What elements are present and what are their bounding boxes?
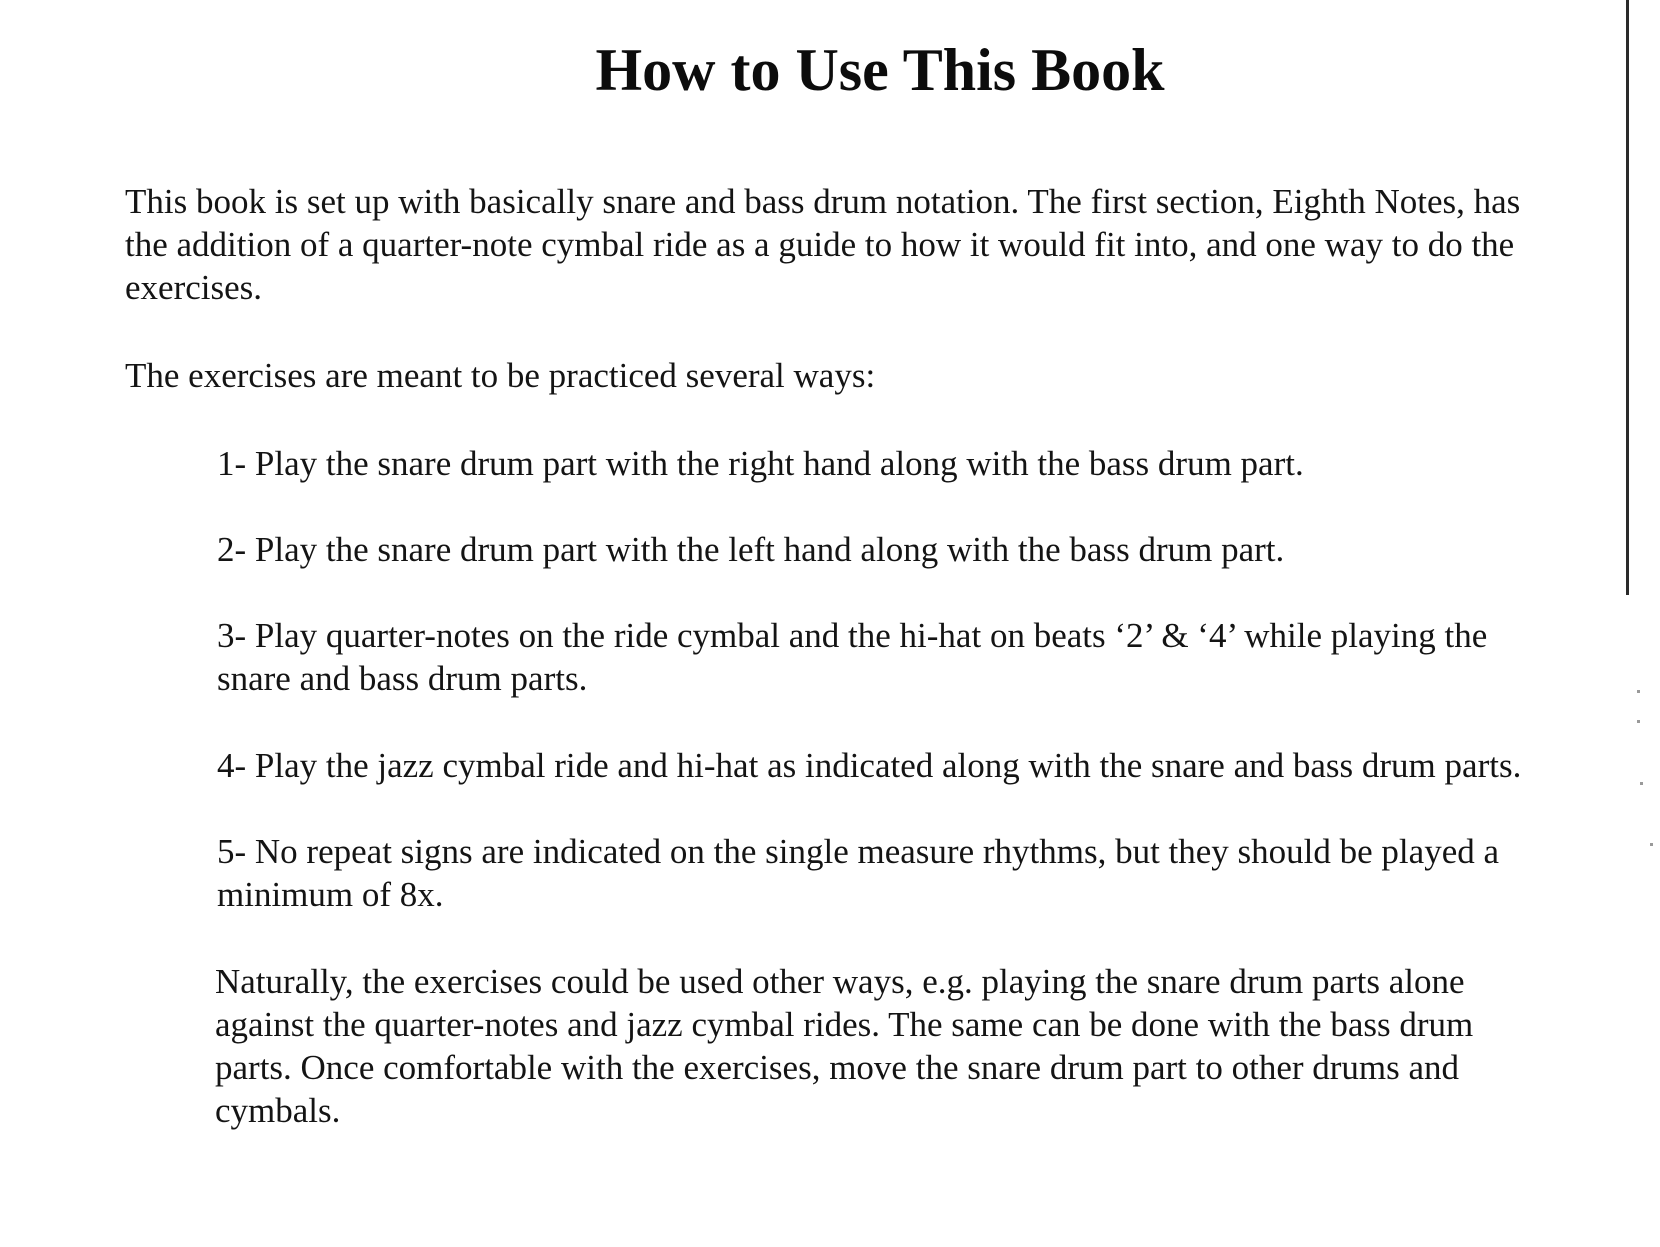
- list-item-line: 3- Play quarter-notes on the ride cymbal and the hi-hat on beats ‘2’ & ‘4’ while playing the: [217, 616, 1488, 655]
- list-item-line: 5- No repeat signs are indicated on the single measure rhythms, but they should be played a: [217, 832, 1500, 871]
- closing-line: cymbals.: [215, 1091, 341, 1130]
- intro-line: the addition of a quarter-note cymbal ride as a guide to how it would fit into, and one way to do the: [125, 225, 1515, 264]
- list-item-3: [217, 614, 1487, 700]
- closing-line: against the quarter-notes and jazz cymbal rides. The same can be done with the bass drum: [215, 1005, 1474, 1044]
- list-item-line: minimum of 8x.: [217, 875, 444, 914]
- scan-speck: [1650, 843, 1653, 846]
- scan-edge-line: [1626, 0, 1629, 595]
- intro-paragraph: [125, 180, 1520, 309]
- closing-paragraph: [215, 960, 1473, 1132]
- intro-line: This book is set up with basically snare and bass drum notation. The first section, Eighth Notes, has: [125, 182, 1521, 221]
- list-item-line: 2- Play the snare drum part with the left hand along with the bass drum part.: [217, 530, 1285, 569]
- closing-line: parts. Once comfortable with the exercises, move the snare drum part to other drums and: [215, 1048, 1460, 1087]
- list-item-5: [217, 830, 1499, 916]
- scan-speck: [1637, 690, 1640, 693]
- closing-line: Naturally, the exercises could be used other ways, e.g. playing the snare drum parts alone: [215, 962, 1465, 1001]
- list-item-line: snare and bass drum parts.: [217, 659, 588, 698]
- page-title: How to Use This Book: [595, 37, 1165, 103]
- scan-speck: [1637, 720, 1640, 723]
- intro-line: exercises.: [125, 268, 263, 307]
- practice-ways-intro: The exercises are meant to be practiced several ways:: [125, 356, 876, 395]
- list-item-2: [217, 528, 1284, 571]
- list-item-4: [217, 744, 1521, 787]
- scan-speck: [1640, 782, 1643, 785]
- list-item-line: 4- Play the jazz cymbal ride and hi-hat as indicated along with the snare and bass drum parts.: [217, 746, 1522, 785]
- list-item-line: 1- Play the snare drum part with the right hand along with the bass drum part.: [217, 444, 1304, 483]
- list-item-1: [217, 442, 1304, 485]
